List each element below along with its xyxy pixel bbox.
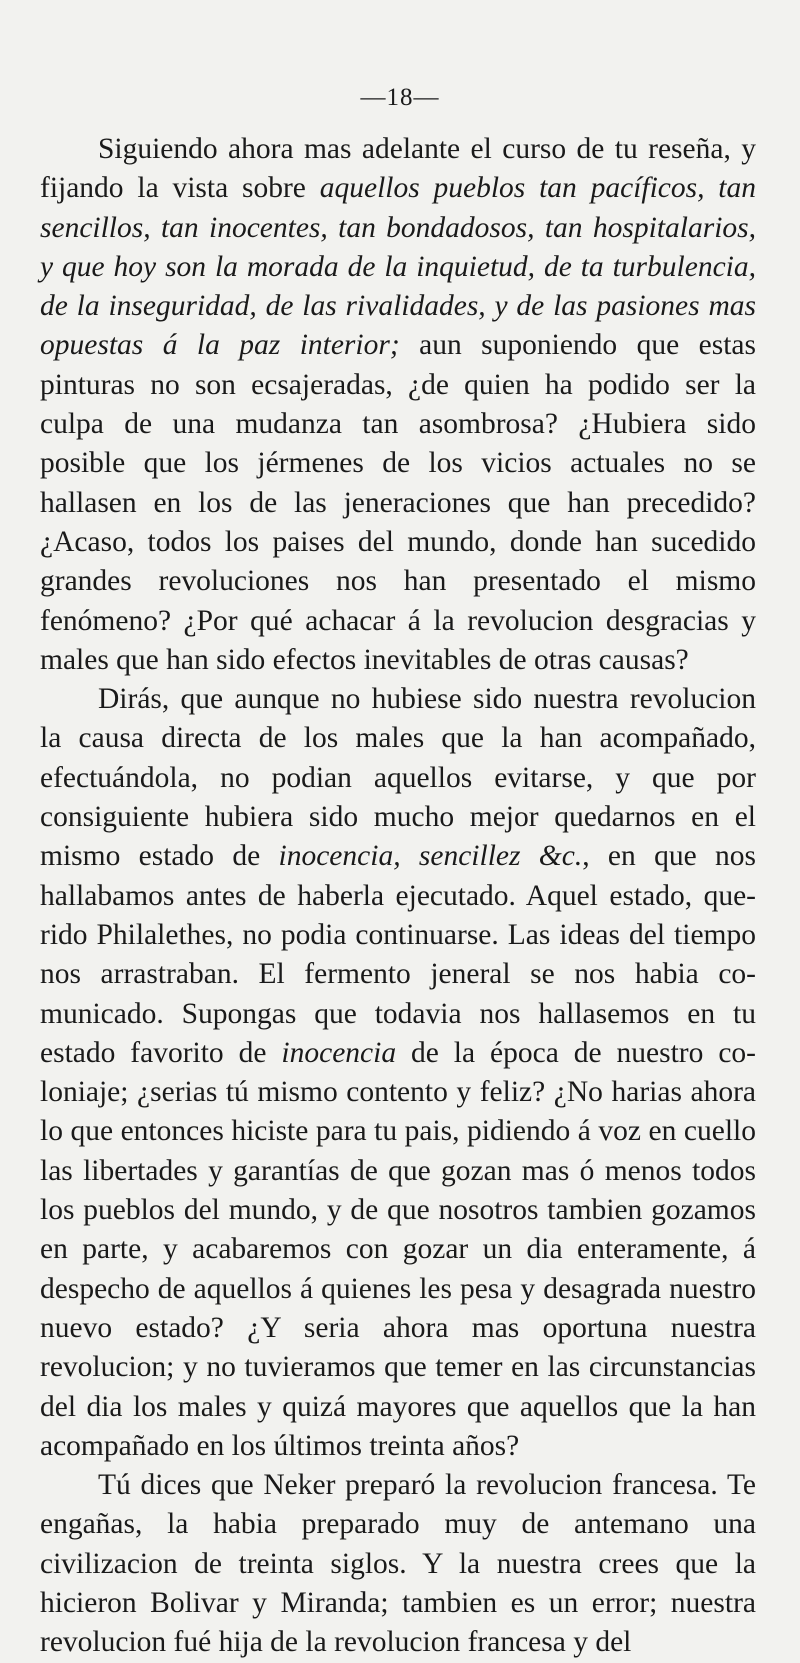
paragraph-2 <box>40 680 756 1466</box>
text-run: Tú dices que Neker preparó la revolucion francesa. Te engañas, la habia preparado muy de antemano una civilizacion de treinta siglos. Y la nuestra crees que la hicieron Bolivar y Miranda; tambien es un error; nuestra revolucion fué hija de la revolucion francesa y del <box>40 1469 756 1659</box>
italic-text-run: aquellos pueblos tan pacíficos, tan sencillos, tan inocentes, tan bondadosos, tan hospitalarios, y que hoy son la morada de la inquietud, de ta turbulencia, de la inseguridad, de las rivalidades, y de las pasiones mas opuestas á la paz interior; <box>40 172 757 362</box>
page-number: —18— <box>360 84 440 111</box>
paragraph-1 <box>40 130 756 680</box>
text-run: Dirás, que aunque no hubiese sido nuestra revolucion la causa directa de los males que la han acompañado, efectuándola, no podian aquellos evitarse, y que por consiguiente hubiera sido mucho mejor quedarnos en el mismo estado de <box>40 683 756 873</box>
body-text <box>40 130 756 1663</box>
text-run: , en que nos hallabamos antes de haberla ejecutado. Aquel estado, querido Philalethes, no podia continuarse. Las ideas del tiempo nos arrastraban. El fermento jeneral se nos habia comunicado. Supongas que todavia nos hallasemos en tu estado favorito de <box>40 840 756 1069</box>
paragraph-3 <box>40 1466 756 1662</box>
text-run: de la época de nuestro coloniaje; ¿serias tú mismo contento y feliz? ¿No harias ahora lo que entonces hiciste para tu pais, pidiendo á voz en cuello las libertades y garantías de que gozan mas ó menos todos los pueblos del mundo, y de que nosotros tambien gozamos en parte, y acabaremos con gozar un dia enteramente, á despecho de aquellos á quienes les pesa y desagrada nuestro nuevo estado? ¿Y seria ahora mas oportuna nuestra revolucion; y no tuvieramos que temer en las circunstancias del dia los males y quizá mayores que aquellos que la han acompañado en los últimos treinta años? <box>40 1036 756 1462</box>
italic-text-run: inocencia, sencillez &c. <box>278 840 583 873</box>
text-run: Siguiendo ahora mas adelante el curso de tu reseña, y fijando la vista sobre <box>40 133 756 205</box>
text-run: aun suponiendo que estas pinturas no son ecsajeradas, ¿de quien ha podido ser la culpa de una mudanza tan asombrosa? ¿Hubiera sido posible que los jérmenes de los vicios actuales no se hallasen en los de las jeneraciones que han precedido? ¿Acaso, todos los paises del mundo, donde han sucedido grandes revoluciones nos han presentado el mismo fenómeno? ¿Por qué achacar á la revolucion desgracias y males que han sido efectos inevitables de otras causas? <box>40 329 756 676</box>
italic-text-run: inocencia <box>281 1036 397 1069</box>
